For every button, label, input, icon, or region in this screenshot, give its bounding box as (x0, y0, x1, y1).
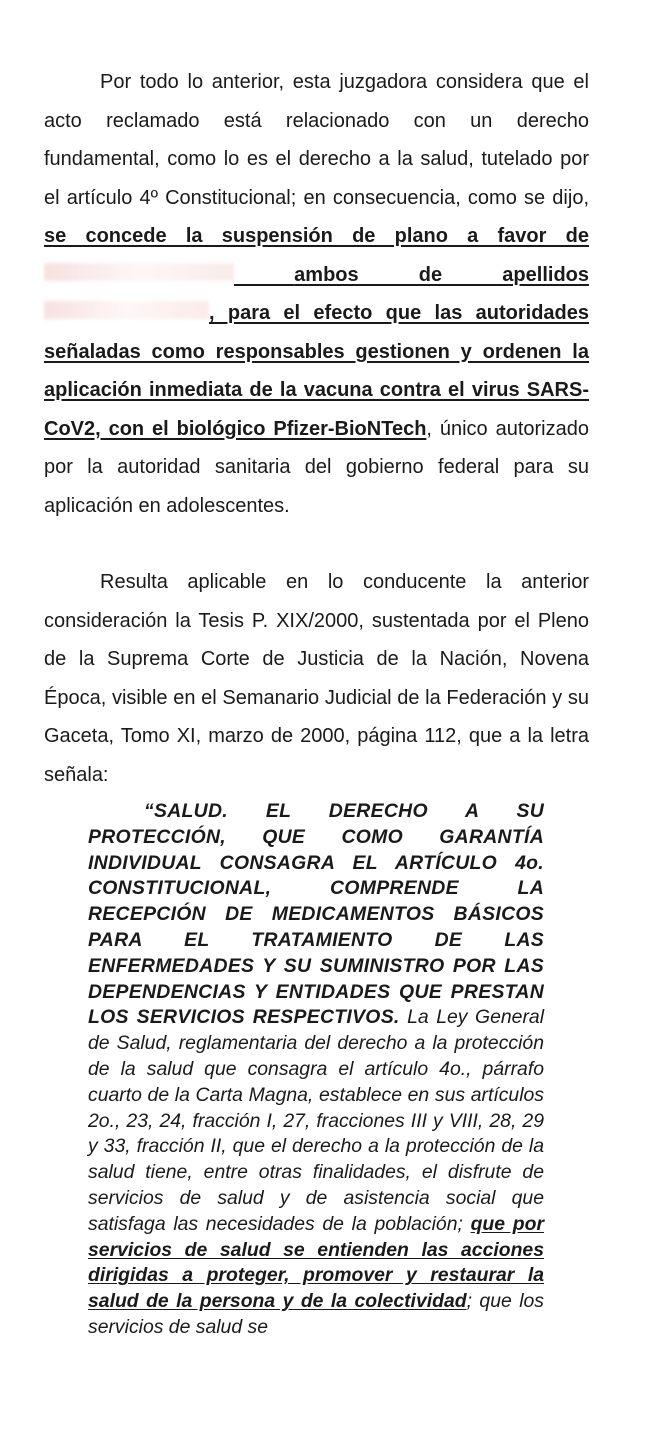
thesis-heading: “SALUD. EL DERECHO A SU PROTECCIÓN, QUE COMO GARANTÍA INDIVIDUAL CONSAGRA EL ARTÍCULO 4o. CONSTITUCIONAL, COMPRENDE LA RECEPCIÓN DE MEDICAMENTOS BÁSICOS PARA EL TRATAMIENTO DE LAS ENFERMEDADES Y SU SUMINISTRO POR LAS DEPENDENCIAS Y ENTIDADES QUE PRESTAN LOS SERVICIOS RESPECTIVOS. (88, 800, 544, 1029)
redacted-surname (44, 301, 209, 319)
paragraph-closing-text: , único autorizado por la autoridad sanitaria del gobierno federal para su aplicación en adolescentes. (44, 417, 589, 517)
suspension-granted-text: se concede la suspensión de plano a favor de ambos de apellidos , para el efecto que las autoridades señaladas como responsables gestionen y ordenen la aplicación inmediata de la vacuna contra el virus SARS-CoV2, con el biológico Pfizer-BioNTech (44, 225, 589, 440)
redacted-name (44, 263, 234, 281)
thesis-quote (88, 799, 544, 1341)
resolution-paragraph (44, 63, 589, 525)
paragraph-intro-text: Por todo lo anterior, esta juzgadora considera que el acto reclamado está relacionado con un derecho fundamental, como lo es el derecho a la salud, tutelado por el artículo 4º Constitucional; en consecuencia, como se dijo, (44, 71, 589, 209)
thesis-reference-paragraph: Resulta aplicable en lo conducente la anterior consideración la Tesis P. XIX/2000, sustentada por el Pleno de la Suprema Corte de Justicia de la Nación, Novena Época, visible en el Semanario Judicial de la Federación y su Gaceta, Tomo XI, marzo de 2000, página 112, que a la letra señala: (44, 571, 589, 786)
thesis-tail: ; que los servicios de salud se (88, 1290, 544, 1338)
thesis-underlined-text: que por servicios de salud se entienden las acciones dirigidas a proteger, promover y restaurar la salud de la persona y de la colectividad (88, 1212, 544, 1313)
thesis-body: La Ley General de Salud, reglamentaria del derecho a la protección de la salud que consagra el artículo 4o., párrafo cuarto de la Carta Magna, establece en sus artículos 2o., 23, 24, fracción I, 27, fracciones III y VIII, 28, 29 y 33, fracción II, que el derecho a la protección de la salud tiene, entre otras finalidades, el disfrute de servicios de salud y de asistencia social que satisfaga las necesidades de la población; (88, 1006, 545, 1235)
